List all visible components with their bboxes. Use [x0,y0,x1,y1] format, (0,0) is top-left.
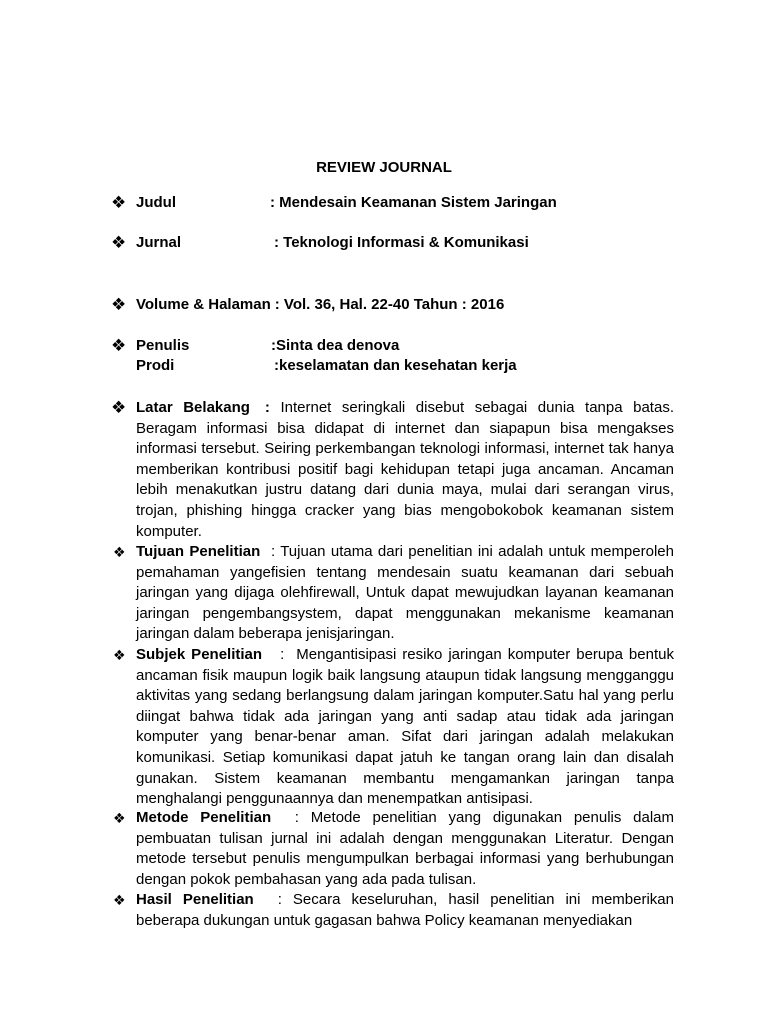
document-title: REVIEW JOURNAL [316,159,452,176]
tujuan-text: Tujuan utama dari penelitian ini adalah untuk memperoleh pemahaman yangefisien tentang mendesain suatu keamanan dari sebuah jaringan yang dijaga olehfirewall, Untuk dapat mewujudkan layanan keamanan jaringan pengembangsystem, dapat menggunakan mekanisme keamanan jaringan dalam beberapa jenisjaringan. [136,543,674,643]
bullet-icon: ❖ [113,810,126,826]
latar-belakang-text: Internet seringkali disebut sebagai dunia tanpa batas. Beragam informasi bisa didapat di internet dan siapapun bisa mengakses informasi tersebut. Seiring perkembangan teknologi informasi, internet tak hanya memberikan kontribusi positif bagi kehidupan tetapi juga ancaman. Ancaman lebih menakutkan justru datang dari dunia maya, mulai dari serangan virus, trojan, phishing hingga cracker yang bias mengobokobok keamanan sistem komputer. [136,399,674,540]
volume-value: : Vol. 36, Hal. 22-40 Tahun : 2016 [274,296,505,313]
metode-text: Metode penelitian yang digunakan penulis dalam pembuatan tulisan jurnal ini adalah dengan menggunakan Literatur. Dengan metode tersebut penulis mengumpulkan berbagai informasi yang berhubungan dengan pokok pembahasan yang ada pada tulisan. [136,809,675,888]
metode-section [136,808,674,890]
bullet-icon: ❖ [111,336,127,355]
bullet-icon: ❖ [111,233,127,252]
tujuan-label: Tujuan Penelitian [136,543,261,560]
subjek-label: Subjek Penelitian [136,646,263,663]
bullet-icon: ❖ [113,647,126,663]
prodi-value: :keselamatan dan kesehatan kerja [274,357,517,374]
hasil-label: Hasil Penelitian [136,891,254,908]
hasil-text: Secara keseluruhan, hasil penelitian ini memberikan beberapa dukungan untuk gagasan bahwa Policy keamanan menyediakan [136,891,674,929]
judul-label: Judul [136,194,176,211]
latar-belakang-colon: : [264,399,270,416]
bullet-icon: ❖ [113,892,126,908]
prodi-label: Prodi [136,357,175,374]
tujuan-section [136,542,674,645]
subjek-text: Mengantisipasi resiko jaringan komputer berupa bentuk ancaman fisik maupun logik baik langsung ataupun tidak langsung mengganggu aktivitas yang sedang berlangsung dalam jaringan komputer.Satu hal yang perlu diingat bahwa tidak ada jaringan yang anti sadap atau tidak ada jaringan komputer yang benar-benar aman. Sifat dari jaringan adalah melakukan komunikasi. Setiap komunikasi dapat jatuh ke tangan orang lain dan disalah gunakan. Sistem keamanan membantu mengamankan jaringan tanpa menghalangi penggunaannya dan menempatkan antisipasi. [136,646,674,808]
penulis-label: Penulis [136,337,190,354]
tujuan-colon: : [270,543,276,560]
latar-belakang-section [136,398,674,542]
subjek-colon: : [280,646,285,663]
bullet-icon: ❖ [111,295,127,314]
bullet-icon: ❖ [111,398,127,417]
metode-label: Metode Penelitian [136,809,272,826]
penulis-value: :Sinta dea denova [271,337,400,354]
latar-belakang-label: Latar Belakang [136,399,250,416]
subjek-section [136,645,674,810]
judul-value: : Mendesain Keamanan Sistem Jaringan [270,194,557,211]
hasil-section [136,890,674,931]
metode-colon: : [294,809,299,826]
judul-row [136,193,557,214]
hasil-colon: : [277,891,282,908]
volume-row [136,295,504,316]
penulis-row [136,336,399,357]
prodi-row [136,356,517,377]
bullet-icon: ❖ [113,544,126,560]
volume-label: Volume & Halaman [136,296,271,313]
bullet-icon: ❖ [111,193,127,212]
jurnal-label: Jurnal [136,234,182,251]
jurnal-row [136,233,529,254]
jurnal-value: : Teknologi Informasi & Komunikasi [274,234,529,251]
